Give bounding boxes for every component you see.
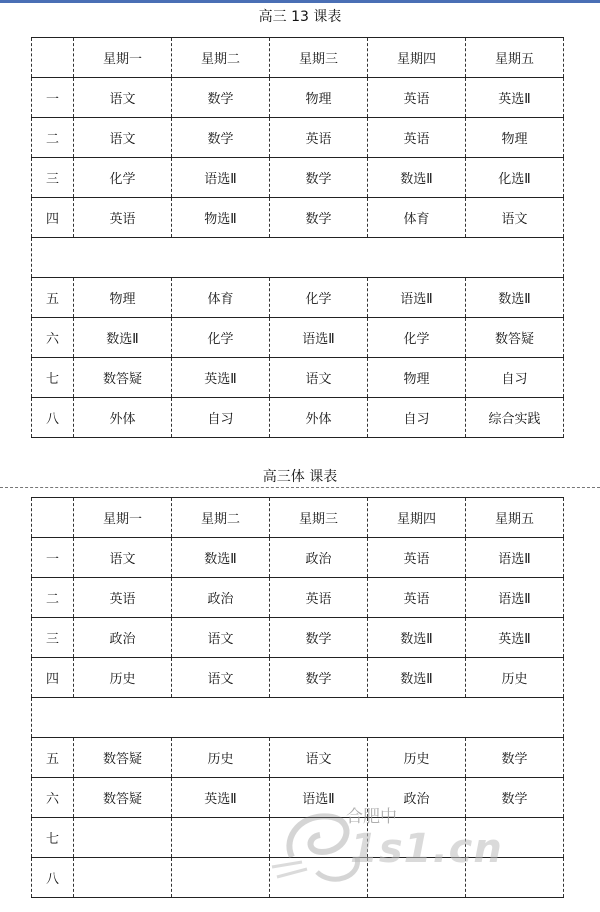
class-cell: 数选Ⅱ bbox=[368, 618, 466, 658]
class-cell: 数答疑 bbox=[466, 318, 564, 358]
class-cell: 物理 bbox=[368, 358, 466, 398]
class-cell: 自习 bbox=[368, 398, 466, 438]
period-number: 八 bbox=[32, 858, 74, 898]
class-cell: 化学 bbox=[74, 158, 172, 198]
class-cell: 英选Ⅱ bbox=[466, 78, 564, 118]
class-cell: 化选Ⅱ bbox=[466, 158, 564, 198]
class-cell: 物理 bbox=[270, 78, 368, 118]
class-cell: 数学 bbox=[270, 198, 368, 238]
class-cell: 语文 bbox=[74, 118, 172, 158]
period-row bbox=[32, 778, 564, 818]
class-cell: 数学 bbox=[270, 158, 368, 198]
watermark-brand: 合肥中 bbox=[346, 807, 397, 827]
weekday-header: 星期五 bbox=[466, 498, 564, 538]
class-cell: 语选Ⅱ bbox=[172, 158, 270, 198]
class-cell: 化学 bbox=[172, 318, 270, 358]
class-cell: 外体 bbox=[270, 398, 368, 438]
period-number: 五 bbox=[32, 278, 74, 318]
class-cell: 数选Ⅱ bbox=[172, 538, 270, 578]
period-number: 七 bbox=[32, 818, 74, 858]
weekday-header: 星期五 bbox=[466, 38, 564, 78]
class-cell bbox=[74, 818, 172, 858]
class-cell: 数选Ⅱ bbox=[368, 658, 466, 698]
class-cell: 政治 bbox=[172, 578, 270, 618]
class-cell: 政治 bbox=[270, 538, 368, 578]
class-cell: 自习 bbox=[466, 358, 564, 398]
class-cell: 语选Ⅱ bbox=[270, 778, 368, 818]
period-number: 二 bbox=[32, 578, 74, 618]
period-number: 一 bbox=[32, 78, 74, 118]
class-cell: 数学 bbox=[466, 778, 564, 818]
class-cell: 语文 bbox=[172, 658, 270, 698]
class-cell: 数选Ⅱ bbox=[368, 158, 466, 198]
class-cell: 数学 bbox=[172, 78, 270, 118]
class-cell: 语选Ⅱ bbox=[466, 538, 564, 578]
class-cell: 语文 bbox=[172, 618, 270, 658]
class-cell: 英语 bbox=[368, 118, 466, 158]
class-cell: 英语 bbox=[74, 198, 172, 238]
class-cell: 综合实践 bbox=[466, 398, 564, 438]
class-cell: 英语 bbox=[74, 578, 172, 618]
period-number: 六 bbox=[32, 318, 74, 358]
class-cell: 政治 bbox=[368, 778, 466, 818]
corner-cell bbox=[32, 38, 74, 78]
class-cell bbox=[74, 858, 172, 898]
period-row bbox=[32, 658, 564, 698]
class-cell: 数答疑 bbox=[74, 778, 172, 818]
schedule-title: 高三 13 课表 bbox=[258, 9, 342, 25]
class-cell bbox=[172, 858, 270, 898]
class-cell: 化学 bbox=[270, 278, 368, 318]
top-rule bbox=[0, 0, 600, 3]
class-cell: 数选Ⅱ bbox=[74, 318, 172, 358]
class-cell: 语选Ⅱ bbox=[368, 278, 466, 318]
period-row bbox=[32, 578, 564, 618]
class-cell bbox=[172, 818, 270, 858]
class-cell: 数学 bbox=[270, 618, 368, 658]
header-row bbox=[32, 38, 564, 78]
class-cell: 英语 bbox=[368, 578, 466, 618]
class-cell: 数答疑 bbox=[74, 738, 172, 778]
class-cell: 外体 bbox=[74, 398, 172, 438]
class-cell: 英语 bbox=[270, 118, 368, 158]
lunch-break-row bbox=[32, 238, 564, 278]
schedule-title: 高三体 课表 bbox=[262, 469, 338, 485]
period-number: 四 bbox=[32, 658, 74, 698]
watermark-site: 1s1.cn bbox=[350, 826, 503, 872]
class-cell: 政治 bbox=[74, 618, 172, 658]
class-cell: 数选Ⅱ bbox=[466, 278, 564, 318]
period-row bbox=[32, 538, 564, 578]
weekday-header: 星期一 bbox=[74, 38, 172, 78]
period-row bbox=[32, 358, 564, 398]
class-cell: 语文 bbox=[74, 538, 172, 578]
period-number: 三 bbox=[32, 618, 74, 658]
period-number: 八 bbox=[32, 398, 74, 438]
period-number: 六 bbox=[32, 778, 74, 818]
class-cell: 数答疑 bbox=[74, 358, 172, 398]
class-cell: 数学 bbox=[172, 118, 270, 158]
class-cell: 语选Ⅱ bbox=[466, 578, 564, 618]
class-cell: 化学 bbox=[368, 318, 466, 358]
weekday-header: 星期三 bbox=[270, 498, 368, 538]
class-cell: 物理 bbox=[466, 118, 564, 158]
period-row bbox=[32, 318, 564, 358]
class-cell: 英语 bbox=[270, 578, 368, 618]
period-number: 五 bbox=[32, 738, 74, 778]
class-cell: 历史 bbox=[74, 658, 172, 698]
period-number: 四 bbox=[32, 198, 74, 238]
class-cell: 数学 bbox=[270, 658, 368, 698]
weekday-header: 星期四 bbox=[368, 498, 466, 538]
lunch-break-cell bbox=[32, 238, 564, 278]
class-cell: 体育 bbox=[368, 198, 466, 238]
class-cell: 历史 bbox=[172, 738, 270, 778]
class-cell: 体育 bbox=[172, 278, 270, 318]
schedule-table bbox=[31, 37, 564, 438]
class-cell: 历史 bbox=[368, 738, 466, 778]
class-cell: 语选Ⅱ bbox=[270, 318, 368, 358]
period-row bbox=[32, 78, 564, 118]
class-cell: 英语 bbox=[368, 538, 466, 578]
class-cell: 英选Ⅱ bbox=[466, 618, 564, 658]
weekday-header: 星期三 bbox=[270, 38, 368, 78]
period-row bbox=[32, 618, 564, 658]
weekday-header: 星期二 bbox=[172, 498, 270, 538]
period-row bbox=[32, 398, 564, 438]
period-row bbox=[32, 198, 564, 238]
period-number: 三 bbox=[32, 158, 74, 198]
lunch-break-cell bbox=[32, 698, 564, 738]
class-cell: 物理 bbox=[74, 278, 172, 318]
watermark-text bbox=[346, 802, 397, 827]
class-cell: 英语 bbox=[368, 78, 466, 118]
class-cell: 自习 bbox=[172, 398, 270, 438]
class-cell: 语文 bbox=[466, 198, 564, 238]
period-row bbox=[32, 158, 564, 198]
class-cell: 历史 bbox=[466, 658, 564, 698]
class-cell: 语文 bbox=[270, 738, 368, 778]
class-cell: 数学 bbox=[466, 738, 564, 778]
class-cell: 英选Ⅱ bbox=[172, 778, 270, 818]
lunch-break-row bbox=[32, 698, 564, 738]
class-cell: 语文 bbox=[74, 78, 172, 118]
period-row bbox=[32, 118, 564, 158]
weekday-header: 星期四 bbox=[368, 38, 466, 78]
period-number: 七 bbox=[32, 358, 74, 398]
page-divider bbox=[0, 487, 600, 488]
period-number: 一 bbox=[32, 538, 74, 578]
class-cell: 语文 bbox=[270, 358, 368, 398]
corner-cell bbox=[32, 498, 74, 538]
period-row bbox=[32, 738, 564, 778]
weekday-header: 星期二 bbox=[172, 38, 270, 78]
class-cell: 英选Ⅱ bbox=[172, 358, 270, 398]
class-cell: 物选Ⅱ bbox=[172, 198, 270, 238]
weekday-header: 星期一 bbox=[74, 498, 172, 538]
period-number: 二 bbox=[32, 118, 74, 158]
header-row bbox=[32, 498, 564, 538]
period-row bbox=[32, 278, 564, 318]
